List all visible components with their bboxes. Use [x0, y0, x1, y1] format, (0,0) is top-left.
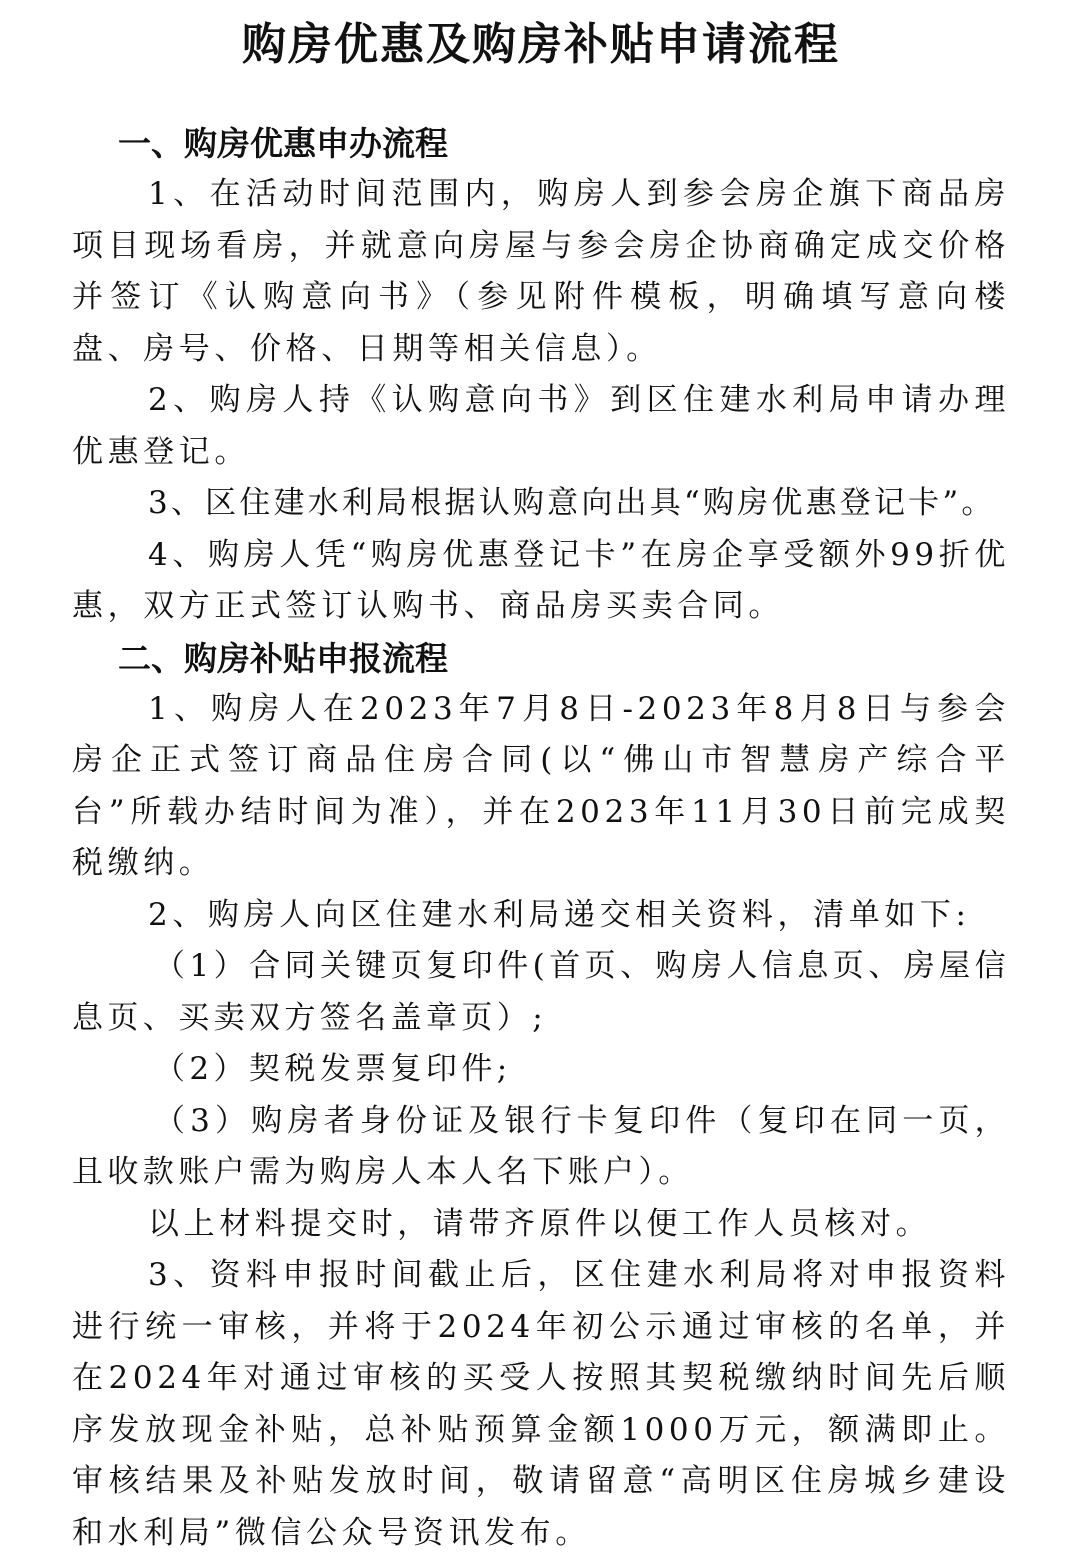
section1-item-1: 1、在活动时间范围内，购房人到参会房企旗下商品房项目现场看房，并就意向房屋与参会房企协商确定成交价格并签订《认购意向书》（参见附件模板，明确填写意向楼盘、房号、价格、日期等相关信息）。 [72, 176, 1010, 367]
section2-item-1: 1、购房人在2023年7月8日-2023年8月8日与参会房企正式签订商品住房合同(以“佛山市智慧房产综合平台”所载办结时间为准），并在2023年11月30日前完成契税缴纳。 [72, 690, 1010, 881]
material-item-1: （1）合同关键页复印件(首页、购房人信息页、房屋信息页、买卖双方签名盖章页）; [72, 948, 1010, 1036]
section1-item-4: 4、购房人凭“购房优惠登记卡”在房企享受额外99折优惠，双方正式签订认购书、商品房买卖合同。 [72, 536, 1010, 624]
material-item-3: （3）购房者身份证及银行卡复印件（复印在同一页，且收款账户需为购房人本人名下账户）。 [72, 1102, 1010, 1190]
section1-item-3: 3、区住建水利局根据认购意向出具“购房优惠登记卡”。 [148, 485, 996, 521]
materials-note: 以上材料提交时，请带齐原件以便工作人员核对。 [148, 1205, 932, 1242]
section2-item-2: 2、购房人向区住建水利局递交相关资料，清单如下: [148, 896, 971, 933]
section2-item-3: 3、资料申报时间截止后，区住建水利局将对申报资料进行统一审核，并将于2024年初公示通过审核的名单，并在2024年对通过审核的买受人按照其契税缴纳时间先后顺序发放现金补贴，总补贴预算金额1000万元，额满即止。审核结果及补贴发放时间，敬请留意“高明区住房城乡建设和水利局”微信公众号资讯发布。 [72, 1257, 1010, 1551]
material-item-2: （2）契税发票复印件; [154, 1051, 512, 1087]
section1-heading: 一、购房优惠申办流程 [118, 124, 448, 163]
section2-heading: 二、购房补贴申报流程 [118, 638, 448, 678]
section1-item-2: 2、购房人持《认购意向书》到区住建水利局申请办理优惠登记。 [72, 382, 1010, 470]
document-title: 购房优惠及购房补贴申请流程 [242, 19, 840, 70]
